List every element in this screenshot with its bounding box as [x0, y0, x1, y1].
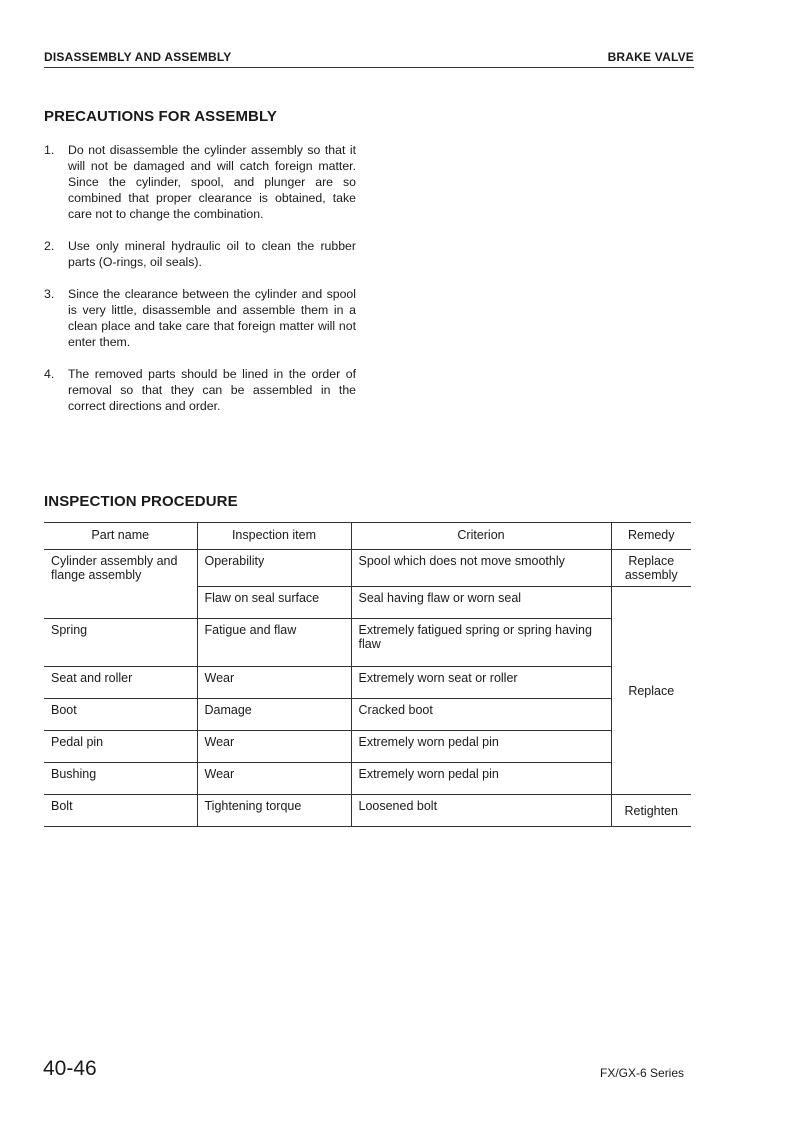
criterion-cell: Loosened bolt — [351, 795, 611, 827]
inspection-item-cell: Damage — [197, 699, 351, 731]
criterion-cell: Extremely worn pedal pin — [351, 731, 611, 763]
remedy-cell: Replace assembly — [611, 550, 691, 587]
inspection-title: INSPECTION PROCEDURE — [44, 493, 238, 510]
item-number: 1. — [44, 143, 55, 157]
table-row — [44, 763, 691, 795]
table-header-row — [44, 523, 691, 550]
table-row — [44, 550, 691, 587]
criterion-cell: Seal having flaw or worn seal — [351, 587, 611, 619]
header-section-title: DISASSEMBLY AND ASSEMBLY — [44, 50, 232, 64]
item-number: 3. — [44, 287, 55, 301]
list-item — [44, 366, 356, 414]
table-row — [44, 619, 691, 667]
item-text: Since the clearance between the cylinder and spool is very little, disassemble and assemble them in a clean place and take care that foreign matter will not enter them. — [68, 287, 356, 349]
inspection-item-cell: Wear — [197, 731, 351, 763]
inspection-item-cell: Wear — [197, 667, 351, 699]
column-header-remedy: Remedy — [611, 523, 691, 550]
precautions-list — [44, 142, 356, 430]
list-item — [44, 142, 356, 222]
part-name-cell: Spring — [44, 619, 197, 667]
list-item — [44, 286, 356, 350]
part-name-cell: Boot — [44, 699, 197, 731]
item-number: 2. — [44, 239, 55, 253]
criterion-cell: Spool which does not move smoothly — [351, 550, 611, 587]
item-text: Use only mineral hydraulic oil to clean the rubber parts (O-rings, oil seals). — [68, 239, 356, 269]
inspection-item-cell: Operability — [197, 550, 351, 587]
column-header-part-name: Part name — [44, 523, 197, 550]
list-item — [44, 238, 356, 270]
remedy-cell: Retighten — [611, 795, 691, 827]
part-name-cell: Seat and roller — [44, 667, 197, 699]
item-number: 4. — [44, 367, 55, 381]
inspection-item-cell: Tightening torque — [197, 795, 351, 827]
column-header-inspection-item: Inspection item — [197, 523, 351, 550]
table-row — [44, 699, 691, 731]
part-name-cell: Pedal pin — [44, 731, 197, 763]
table-row — [44, 731, 691, 763]
part-name-cell: Cylinder assembly and flange assembly — [44, 550, 197, 619]
inspection-item-cell: Wear — [197, 763, 351, 795]
inspection-item-cell: Flaw on seal surface — [197, 587, 351, 619]
header-divider — [44, 67, 694, 68]
table-row — [44, 795, 691, 827]
criterion-cell: Extremely worn pedal pin — [351, 763, 611, 795]
criterion-cell: Extremely worn seat or roller — [351, 667, 611, 699]
part-name-cell: Bushing — [44, 763, 197, 795]
precautions-title: PRECAUTIONS FOR ASSEMBLY — [44, 108, 277, 125]
criterion-cell: Extremely fatigued spring or spring having flaw — [351, 619, 611, 667]
item-text: The removed parts should be lined in the order of removal so that they can be assembled in the correct directions and order. — [68, 367, 356, 413]
table-row — [44, 667, 691, 699]
item-text: Do not disassemble the cylinder assembly so that it will not be damaged and will catch foreign matter. Since the cylinder, spool, and plunger are so combined that proper clearance is obtained, take care not to change the combination. — [68, 143, 356, 221]
part-name-cell: Bolt — [44, 795, 197, 827]
remedy-cell: Replace — [611, 587, 691, 795]
inspection-item-cell: Fatigue and flaw — [197, 619, 351, 667]
series-label: FX/GX-6 Series — [600, 1066, 685, 1080]
header-component-title: BRAKE VALVE — [607, 50, 694, 64]
criterion-cell: Cracked boot — [351, 699, 611, 731]
inspection-table — [44, 522, 691, 827]
page-number: 40-46 — [43, 1057, 97, 1080]
column-header-criterion: Criterion — [351, 523, 611, 550]
